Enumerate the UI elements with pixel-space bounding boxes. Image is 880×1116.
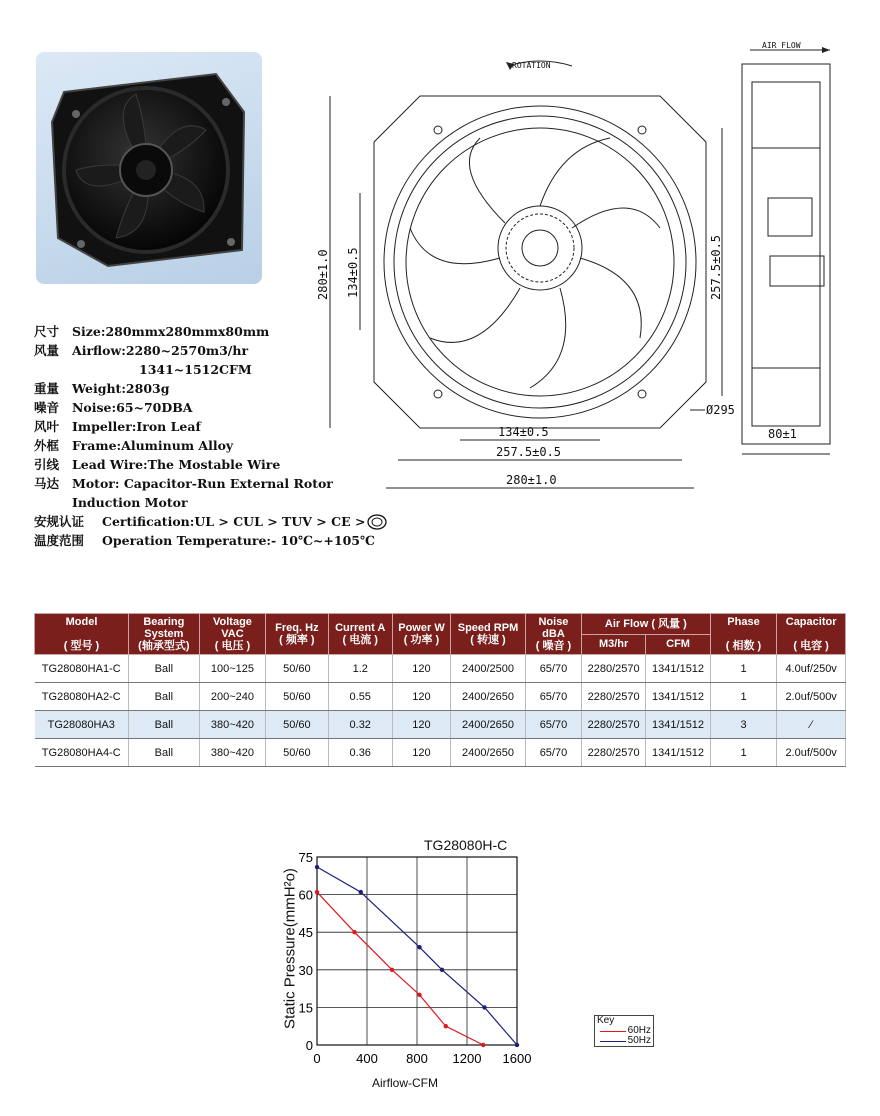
header-freq: Freq. Hz ( 频率 ) [266,614,328,655]
table-cell: 4.0uf/250v [777,655,846,683]
table-cell: Ball [128,711,199,739]
table-cell: 0.55 [328,683,392,711]
y-tick-label: 0 [305,1038,313,1053]
header-capacitor: Capacitor ( 电容 ) [777,614,846,655]
technical-drawing [310,38,855,498]
table-cell: 50/60 [266,711,328,739]
table-cell: 120 [392,711,450,739]
series-point-60Hz [481,1043,485,1047]
y-tick-label: 30 [298,962,313,978]
table-cell: 2280/2570 [581,739,645,767]
dim-134-horizontal: 134±0.5 [498,425,549,439]
table-cell: 1341/1512 [646,711,710,739]
legend-title: Key [597,1015,615,1026]
dim-diameter: Ø295 [706,403,735,417]
series-point-50Hz [417,945,421,949]
x-tick-label: 1600 [502,1051,532,1066]
legend-swatch [600,1031,626,1032]
table-cell: 120 [392,683,450,711]
y-tick-label: 45 [298,925,313,941]
header-airflow-m3: M3/hr [581,634,645,655]
table-cell: 50/60 [266,683,328,711]
header-phase: Phase ( 相数 ) [710,614,777,655]
header-model: Model ( 型号 ) [35,614,129,655]
series-point-50Hz [359,890,363,894]
legend-label: 50Hz [627,1035,651,1046]
table-row [35,655,846,683]
spec-motor: 马达 Motor: Capacitor-Run External Rotor [34,476,333,491]
table-cell: 1341/1512 [646,683,710,711]
table-cell: TG28080HA1-C [35,655,129,683]
header-speed: Speed RPM ( 转速 ) [451,614,526,655]
header-bearing: Bearing System (轴承型式) [128,614,199,655]
table-cell: 1341/1512 [646,739,710,767]
table-cell: Ball [128,683,199,711]
dim-280-vertical: 280±1.0 [316,249,330,300]
table-cell: 2280/2570 [581,655,645,683]
chart-title: TG28080H-C [424,837,508,853]
table-cell: 1 [710,683,777,711]
chart-legend [594,1015,654,1047]
spec-impeller: 风叶 Impeller:Iron Leaf [34,419,201,434]
table-cell: 200~240 [199,683,266,711]
series-point-60Hz [444,1024,448,1028]
hub [498,206,582,290]
spec-size: 尺寸 Size:280mmx280mmx80mm [34,324,270,339]
header-noise: Noise dBA ( 噪音 ) [525,614,581,655]
table-cell: TG28080HA3 [35,711,129,739]
table-cell: 1.2 [328,655,392,683]
y-tick-label: 15 [298,1000,313,1016]
x-axis-label: Airflow-CFM [372,1076,438,1090]
spec-weight: 重量 Weight:2803g [34,381,170,396]
table-row [35,711,846,739]
table-cell: 50/60 [266,655,328,683]
series-point-50Hz [482,1005,486,1009]
x-tick-label: 0 [313,1051,321,1066]
table-cell: 120 [392,655,450,683]
series-point-60Hz [417,993,421,997]
header-airflow: Air Flow ( 风量 ) [581,614,710,635]
dim-280-horizontal: 280±1.0 [506,473,557,487]
spec-airflow-cfm: 1341~1512CFM [139,362,252,377]
spec-temperature: 温度范围 Operation Temperature:- 10℃~+105℃ [34,533,375,548]
dim-257-vertical: 257.5±0.5 [709,234,723,300]
fan-photo-icon [36,52,262,284]
series-line-60Hz [317,892,483,1045]
legend-item [595,1036,653,1046]
frame-ring [384,106,696,418]
series-point-50Hz [515,1043,519,1047]
spec-lead-wire: 引线 Lead Wire:The Mostable Wire [34,457,281,472]
legend-swatch [600,1041,626,1042]
table-cell: 3 [710,711,777,739]
table-cell: 120 [392,739,450,767]
table-cell: 2400/2650 [451,739,526,767]
header-airflow-cfm: CFM [646,634,710,655]
series-point-50Hz [315,865,319,869]
x-tick-label: 800 [406,1051,428,1066]
model-table [34,613,846,767]
table-cell: 1 [710,739,777,767]
table-cell: ⁄ [777,711,846,739]
table-cell: 2400/2650 [451,683,526,711]
frame-outline [374,96,706,428]
table-cell: 2280/2570 [581,683,645,711]
series-point-50Hz [440,968,444,972]
product-photo [36,52,262,284]
rotation-label: ROTATION [512,61,551,70]
x-tick-label: 1200 [452,1051,482,1066]
spec-motor-type: Induction Motor [72,495,188,510]
table-cell: 65/70 [525,655,581,683]
dim-depth: 80±1 [768,427,797,441]
table-row [35,683,846,711]
ccc-mark-icon [367,514,387,530]
table-cell: 65/70 [525,711,581,739]
table-cell: 0.32 [328,711,392,739]
table-cell: 65/70 [525,683,581,711]
y-tick-label: 60 [298,887,313,903]
airflow-label: AIR FLOW [762,41,801,50]
x-tick-label: 400 [356,1051,378,1066]
table-cell: 2.0uf/500v [777,739,846,767]
table-cell: 2.0uf/500v [777,683,846,711]
table-cell: 1 [710,655,777,683]
table-cell: Ball [128,739,199,767]
spec-airflow: 风量 Airflow:2280~2570m3/hr [34,343,249,358]
dim-134-vertical: 134±0.5 [346,247,360,298]
y-tick-label: 75 [298,850,313,865]
table-cell: 100~125 [199,655,266,683]
table-cell: 380~420 [199,739,266,767]
table-cell: Ball [128,655,199,683]
header-current: Current A ( 电流 ) [328,614,392,655]
table-cell: 380~420 [199,711,266,739]
header-power: Power W ( 功率 ) [392,614,450,655]
header-voltage: Voltage VAC ( 电压 ) [199,614,266,655]
table-cell: 2280/2570 [581,711,645,739]
series-point-60Hz [390,968,394,972]
table-row [35,739,846,767]
table-cell: 1341/1512 [646,655,710,683]
table-cell: 0.36 [328,739,392,767]
dim-257-horizontal: 257.5±0.5 [496,445,562,459]
table-cell: 2400/2500 [451,655,526,683]
spec-frame: 外框 Frame:Aluminum Alloy [34,438,234,453]
series-point-60Hz [315,890,319,894]
table-cell: 65/70 [525,739,581,767]
pressure-chart [255,835,675,1105]
spec-certification: 安规认证 Certification:UL > CUL > TUV > CE > [34,512,394,531]
spec-noise: 噪音 Noise:65~70DBA [34,400,193,415]
series-point-60Hz [352,930,356,934]
legend-label: 60Hz [627,1025,651,1036]
table-cell: TG28080HA4-C [35,739,129,767]
table-cell: TG28080HA2-C [35,683,129,711]
table-cell: 50/60 [266,739,328,767]
y-axis-label: Static Pressure(mmH²o) [281,868,299,1029]
table-cell: 2400/2650 [451,711,526,739]
